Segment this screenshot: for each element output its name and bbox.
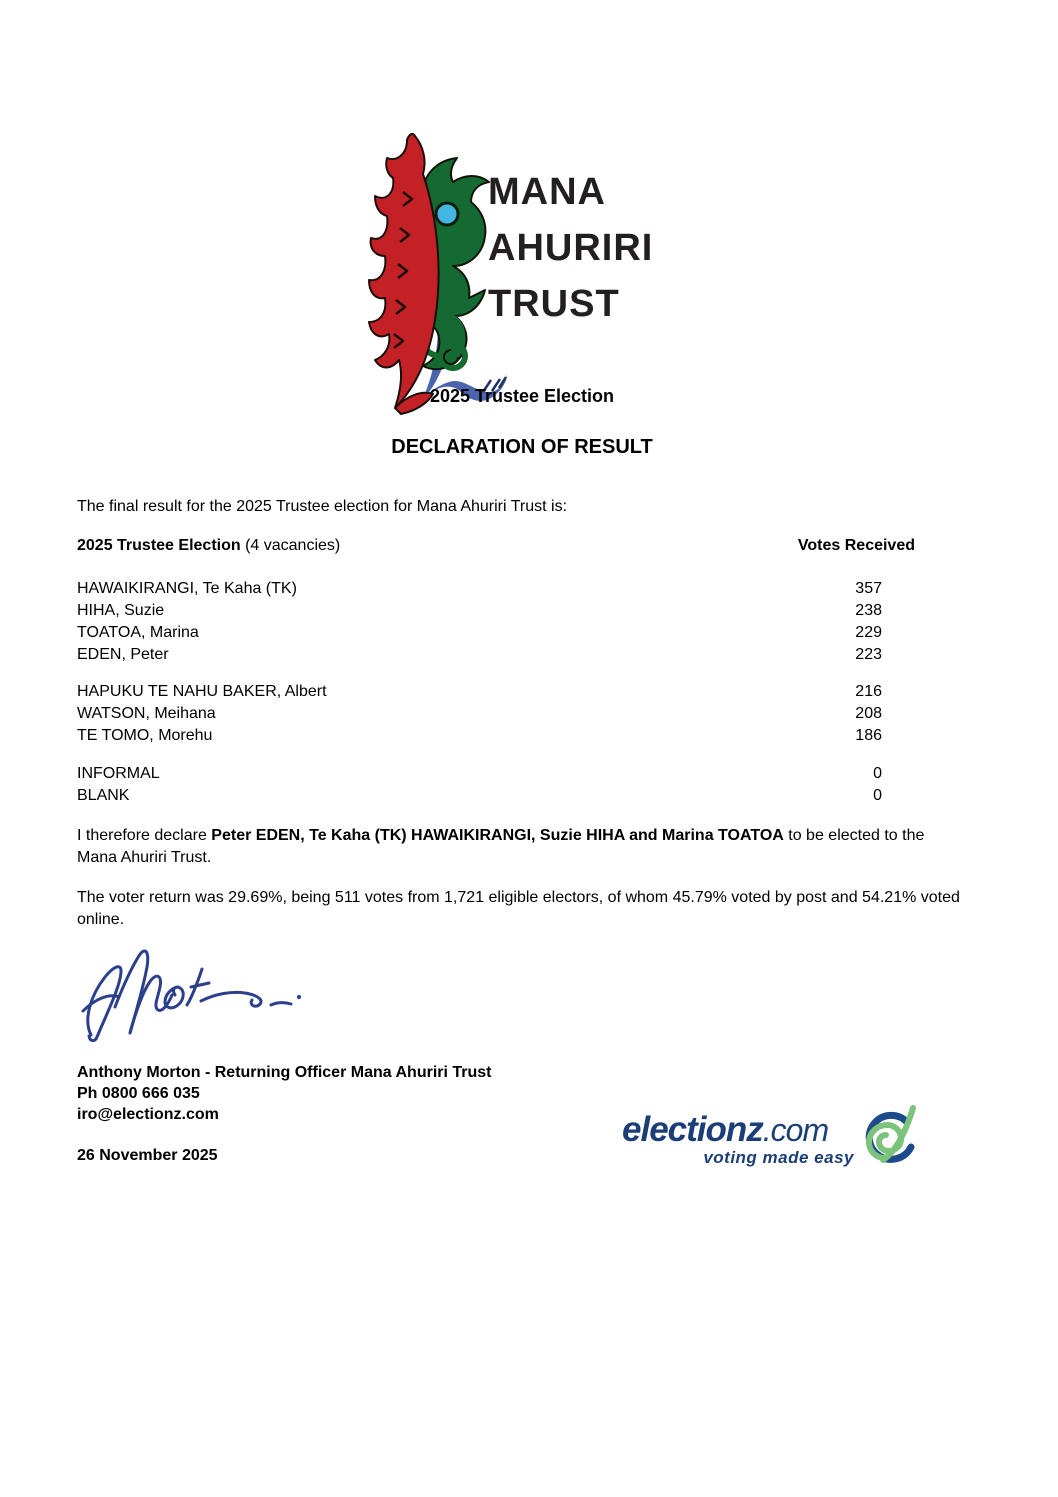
results-header-title: 2025 Trustee Election bbox=[77, 537, 241, 554]
voter-return-paragraph: The voter return was 29.69%, being 511 votes from 1,721 eligible electors, of whom 45.79% voted by post and 54.21% voted online. bbox=[77, 889, 960, 928]
vote-count: 223 bbox=[855, 646, 882, 663]
results-group-unsuccessful bbox=[77, 681, 960, 747]
logo-wordmark-line2: AHURIRI bbox=[488, 227, 654, 269]
electionz-tagline: voting made easy bbox=[703, 1148, 854, 1167]
declaration-suffix: to be elected to the Mana Ahuriri Trust. bbox=[77, 827, 925, 866]
result-row bbox=[77, 622, 960, 644]
candidate-name: EDEN, Peter bbox=[77, 646, 169, 663]
candidate-name: TOATOA, Marina bbox=[77, 624, 199, 641]
officer-email: iro@electionz.com bbox=[77, 1106, 219, 1123]
result-row bbox=[77, 725, 960, 747]
intro-paragraph: The final result for the 2025 Trustee election for Mana Ahuriri Trust is: bbox=[77, 498, 568, 515]
election-subtitle: 2025 Trustee Election bbox=[429, 386, 615, 406]
vote-count: 238 bbox=[855, 602, 882, 619]
returning-officer-signature bbox=[75, 943, 305, 1043]
logo-wordmark-line1: MANA bbox=[488, 171, 606, 213]
officer-contact-block bbox=[77, 1062, 492, 1125]
candidate-name: HAWAIKIRANGI, Te Kaha (TK) bbox=[77, 580, 297, 597]
electionz-wordmark bbox=[622, 1110, 828, 1150]
blank-label: BLANK bbox=[77, 787, 130, 804]
declaration-heading: DECLARATION OF RESULT bbox=[391, 436, 653, 458]
result-row bbox=[77, 578, 960, 600]
officer-phone: Ph 0800 666 035 bbox=[77, 1085, 200, 1102]
mana-ahuriri-logo bbox=[0, 62, 1058, 362]
candidate-name: HAPUKU TE NAHU BAKER, Albert bbox=[77, 683, 327, 700]
results-header-row bbox=[77, 535, 960, 557]
vote-count: 357 bbox=[855, 580, 882, 597]
logo-wordmark-line3: TRUST bbox=[488, 283, 620, 325]
candidate-name: WATSON, Meihana bbox=[77, 705, 216, 722]
result-row bbox=[77, 644, 960, 666]
result-row bbox=[77, 703, 960, 725]
logo-wordmark bbox=[488, 164, 653, 332]
electionz-koru-tick-icon bbox=[855, 1100, 921, 1174]
officer-name-title: Anthony Morton - Returning Officer Mana Ahuriri Trust bbox=[77, 1064, 492, 1081]
candidate-name: TE TOMO, Morehu bbox=[77, 727, 213, 744]
vote-count: 0 bbox=[873, 765, 882, 782]
electionz-logo bbox=[622, 1100, 922, 1176]
result-row bbox=[77, 600, 960, 622]
results-group-elected bbox=[77, 578, 960, 666]
electionz-brand-suffix: .com bbox=[762, 1112, 829, 1148]
vote-count: 186 bbox=[855, 727, 882, 744]
results-header-left bbox=[77, 535, 798, 557]
declaration-prefix: I therefore declare bbox=[77, 827, 212, 844]
vote-count: 216 bbox=[855, 683, 882, 700]
document-date: 26 November 2025 bbox=[77, 1147, 218, 1164]
vote-count: 0 bbox=[873, 787, 882, 804]
votes-received-header: Votes Received bbox=[797, 537, 915, 554]
results-group-informal-blank bbox=[77, 763, 960, 807]
electionz-brand-text: electionz bbox=[622, 1110, 763, 1149]
vote-count: 208 bbox=[855, 705, 882, 722]
declaration-paragraph bbox=[77, 825, 962, 869]
result-row bbox=[77, 785, 960, 807]
result-row bbox=[77, 681, 960, 703]
candidate-name: HIHA, Suzie bbox=[77, 602, 165, 619]
results-header-vacancies: (4 vacancies) bbox=[240, 537, 341, 554]
vote-count: 229 bbox=[855, 624, 882, 641]
informal-label: INFORMAL bbox=[77, 765, 160, 782]
result-row bbox=[77, 763, 960, 785]
elected-candidates-bold: Peter EDEN, Te Kaha (TK) HAWAIKIRANGI, Suzie HIHA and Marina TOATOA bbox=[211, 827, 784, 844]
